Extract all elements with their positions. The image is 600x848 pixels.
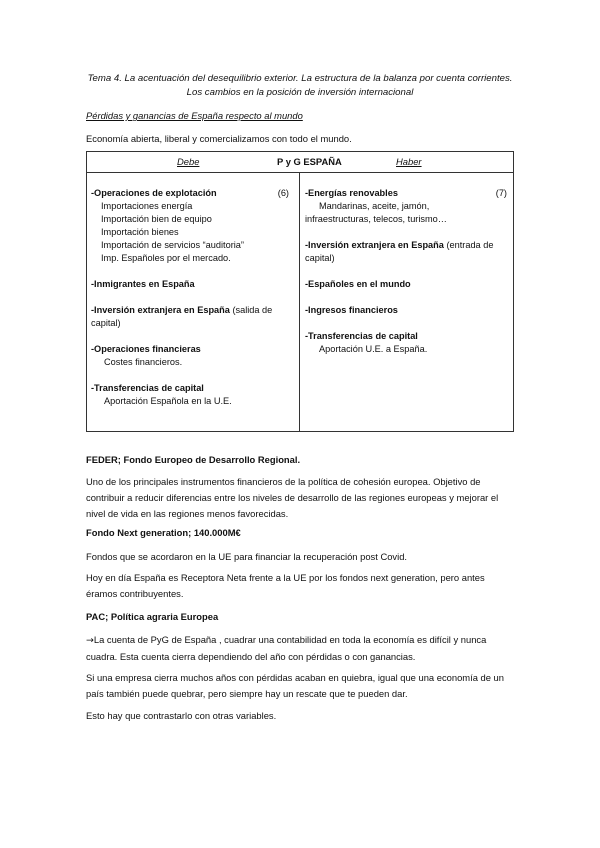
- haber-section: [305, 304, 511, 317]
- list-item: infraestructuras, telecos, turismo…: [305, 214, 447, 224]
- list-item: Costes financieros.: [104, 357, 183, 367]
- debe-section: [91, 304, 295, 330]
- section-heading: -Transferencias de capital: [91, 383, 204, 393]
- haber-section: [305, 278, 511, 291]
- section-heading-suffix: (entrada de capital): [305, 240, 494, 263]
- section-heading: -Inmigrantes en España: [91, 279, 195, 289]
- debe-section: [91, 343, 295, 369]
- list-item: Aportación U.E. a España.: [319, 344, 428, 354]
- list-item: Mandarinas, aceite, jamón,: [319, 201, 430, 211]
- pyg-title: P y G ESPAÑA: [277, 156, 342, 167]
- list-item: Aportación Española en la U.E.: [104, 396, 232, 406]
- list-item: Importaciones energía: [101, 201, 193, 211]
- pac-paragraph: [86, 632, 516, 665]
- list-item: Importación bienes: [101, 227, 179, 237]
- arrow-icon: →: [86, 635, 94, 646]
- debe-column: [91, 187, 295, 421]
- intro-text: Economía abierta, liberal y comercializamos con todo el mundo.: [86, 133, 352, 144]
- next-generation-heading: Fondo Next generation; 140.000M€: [86, 527, 241, 538]
- section-heading: -Españoles en el mundo: [305, 279, 411, 289]
- pyg-table-header: [87, 152, 513, 173]
- haber-section: [305, 187, 511, 226]
- next-generation-text-1: Fondos que se acordaron en la UE para financiar la recuperación post Covid.: [86, 551, 408, 562]
- section-number: (7): [495, 188, 507, 198]
- feder-text: Uno de los principales instrumentos financieros de la política de cohesión europea. Objetivo de contribuir a reducir diferencias entre los niveles de desarrollo de las regiones europeas y mejorar el nivel de vida en las regiones menos favorecidas.: [86, 476, 499, 519]
- debe-section: [91, 278, 295, 291]
- feder-heading: FEDER; Fondo Europeo de Desarrollo Regional.: [86, 454, 301, 465]
- closing-text: Esto hay que contrastarlo con otras variables.: [86, 710, 277, 721]
- section-subtitle: Pérdidas y ganancias de España respecto al mundo: [86, 110, 303, 121]
- debe-label: Debe: [177, 156, 200, 167]
- section-number: (6): [277, 188, 289, 198]
- column-divider: [299, 173, 300, 431]
- company-text: Si una empresa cierra muchos años con pérdidas acaban en quiebra, igual que una economía de un país también puede quebrar, pero siempre hay un rescate que te pueden dar.: [86, 672, 504, 699]
- section-heading: -Ingresos financieros: [305, 305, 398, 315]
- section-heading: -Inversión extranjera en España: [91, 305, 230, 315]
- pac-heading: PAC; Política agraria Europea: [86, 611, 219, 622]
- haber-label: Haber: [396, 156, 422, 167]
- list-item: Importación bien de equipo: [101, 214, 212, 224]
- haber-section: [305, 239, 511, 265]
- debe-section: [91, 187, 295, 265]
- haber-section: [305, 330, 511, 356]
- list-item: Importación de servicios “auditoria”: [101, 240, 244, 250]
- section-heading: -Inversión extranjera en España: [305, 240, 444, 250]
- haber-column: [305, 187, 511, 369]
- list-item: Imp. Españoles por el mercado.: [101, 253, 231, 263]
- pyg-table: [86, 151, 514, 432]
- section-heading-suffix: (salida de capital): [91, 305, 273, 328]
- section-heading: -Operaciones de explotación: [91, 188, 217, 198]
- next-generation-text-2: Hoy en día España es Receptora Neta frente a la UE por los fondos next generation, pero antes éramos contribuyentes.: [86, 572, 485, 599]
- section-heading: -Operaciones financieras: [91, 344, 201, 354]
- pac-text: La cuenta de PyG de España , cuadrar una contabilidad en toda la economía es difícil y nunca cuadra. Esta cuenta cierra dependiendo del año con pérdidas o con ganancias.: [86, 634, 487, 662]
- document-title: Tema 4. La acentuación del desequilibrio exterior. La estructura de la balanza por cuenta corrientes. Los cambios en la posición de inversión internacional: [87, 73, 513, 98]
- debe-section: [91, 382, 295, 408]
- section-heading: -Energías renovables: [305, 188, 398, 198]
- section-heading: -Transferencias de capital: [305, 331, 418, 341]
